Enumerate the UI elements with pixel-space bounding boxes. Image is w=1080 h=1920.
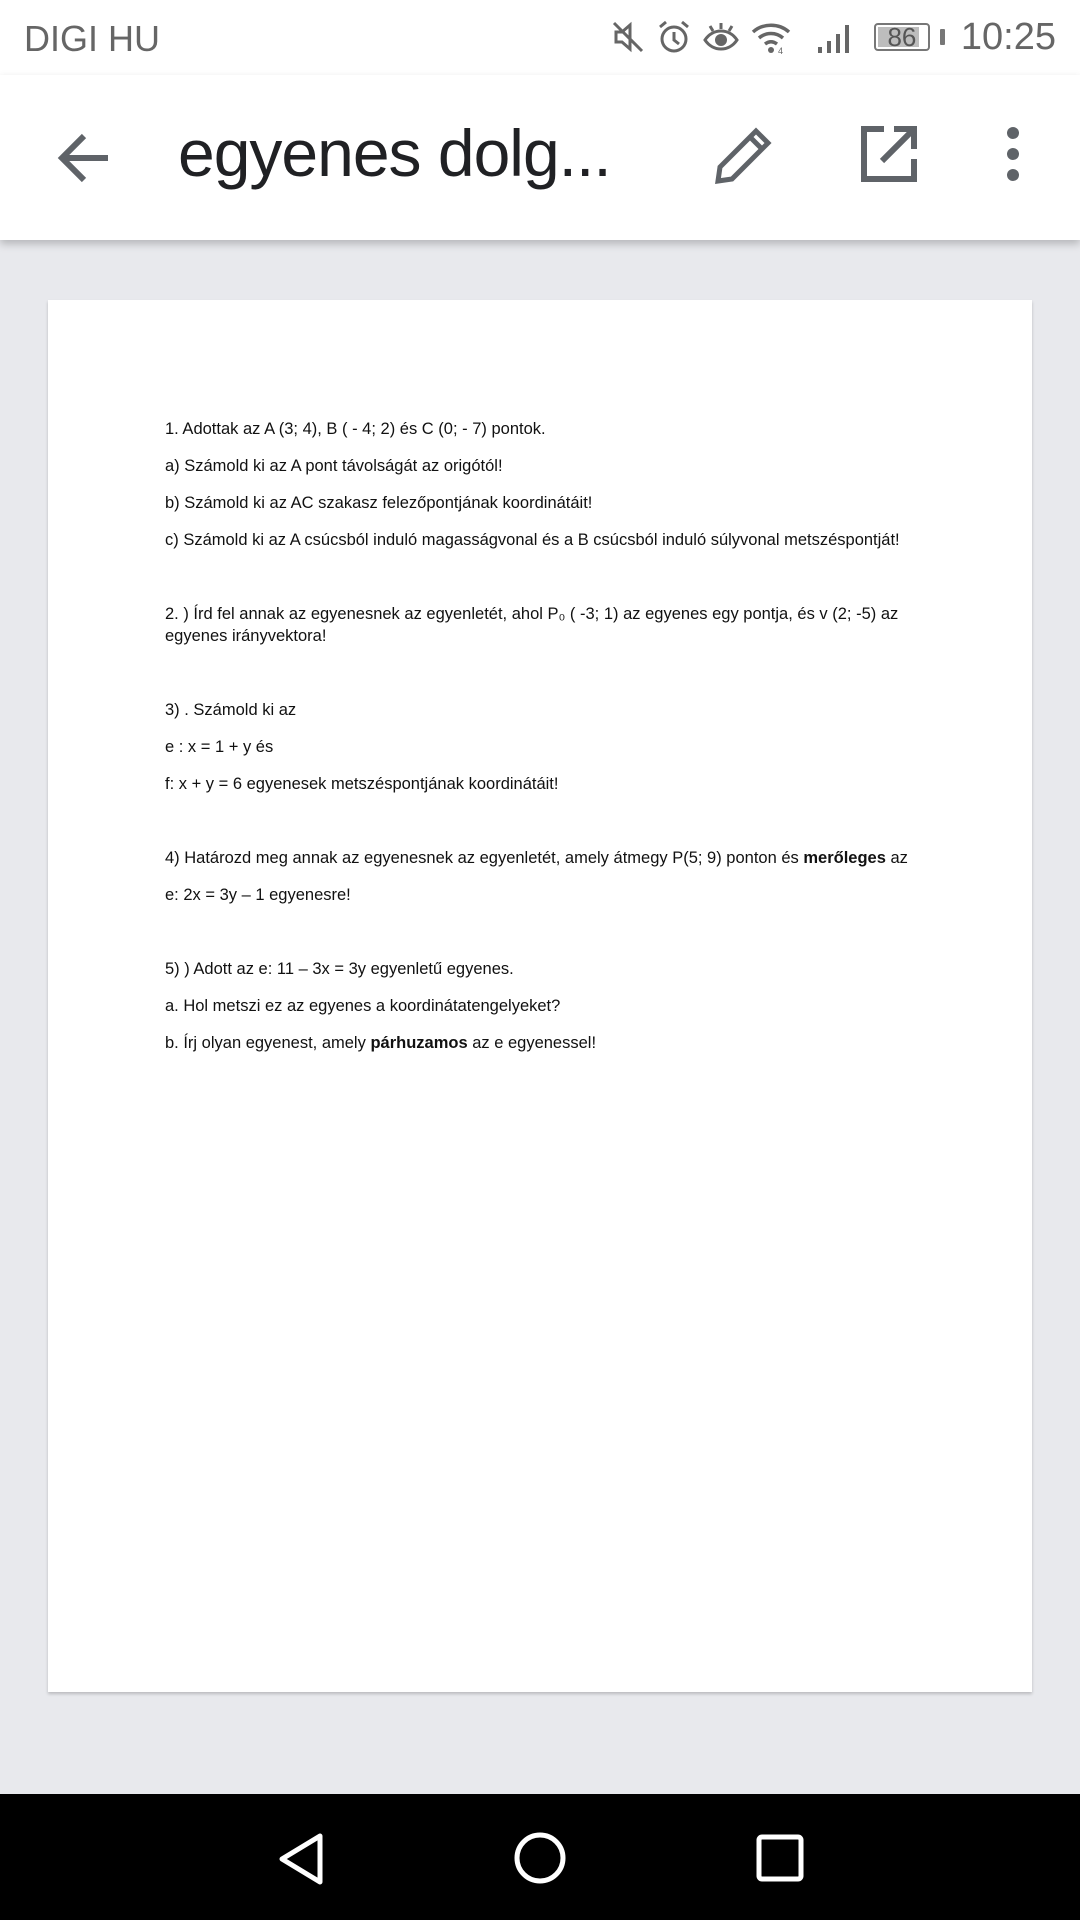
battery-icon [874, 23, 930, 51]
clock: 10:25 [960, 15, 1056, 58]
recents-square-icon[interactable] [756, 1834, 804, 1882]
app-bar [0, 75, 1080, 240]
open-in-new-icon[interactable] [860, 125, 918, 183]
signal-icon [816, 19, 856, 55]
battery-level: 86 [887, 22, 917, 52]
q4-bold: merőleges [803, 849, 886, 867]
q5b-text-end: az e egyenessel! [467, 1034, 597, 1052]
svg-text:4: 4 [777, 46, 783, 55]
question-1: 1. Adottak az A (3; 4), B ( - 4; 2) és C (0; - 7) pontok. [165, 420, 546, 438]
status-bar [0, 0, 1080, 75]
question-5a: a. Hol metszi ez az egyenes a koordinátatengelyeket? [165, 997, 561, 1015]
carrier-name: DIGI HU [24, 18, 161, 59]
question-1a: a) Számold ki az A pont távolságát az origótól! [165, 457, 503, 475]
q5b-text: b. Írj olyan egyenest, amely [165, 1034, 371, 1052]
document-title: egyenes dolg... [178, 116, 611, 190]
question-5b [165, 1032, 925, 1054]
home-circle-icon[interactable] [514, 1832, 566, 1884]
q4-text: 4) Határozd meg annak az egyenesnek az egyenletét, amely átmegy P(5; 9) ponton és [165, 849, 804, 867]
pencil-icon[interactable] [712, 125, 774, 187]
back-arrow-icon[interactable] [56, 130, 112, 186]
question-5: 5) ) Adott az e: 11 – 3x = 3y egyenletű egyenes. [165, 960, 514, 978]
more-vert-icon[interactable] [1000, 125, 1026, 183]
back-triangle-icon[interactable] [276, 1832, 326, 1886]
question-4 [165, 847, 925, 869]
question-3-line-e: e : x = 1 + y és [165, 738, 274, 756]
question-1b: b) Számold ki az AC szakasz felezőpontjának koordinátáit! [165, 494, 593, 512]
question-1c: c) Számold ki az A csúcsból induló magasságvonal és a B csúcsból induló súlyvonal metszéspontját! [165, 531, 900, 549]
mute-icon [610, 19, 646, 55]
document-page [48, 300, 1032, 1692]
question-2: 2. ) Írd fel annak az egyenesnek az egyenletét, ahol P₀ ( -3; 1) az egyenes egy pontja, és v (2; -5) az egyenes irányvektora! [165, 605, 899, 645]
document-content [165, 418, 925, 1069]
question-3-line-f: f: x + y = 6 egyenesek metszéspontjának koordinátáit! [165, 775, 559, 793]
navigation-bar [0, 1794, 1080, 1920]
alarm-icon [656, 19, 692, 55]
wifi-icon [750, 19, 792, 55]
question-3: 3) . Számold ki az [165, 701, 297, 719]
q4-text-end: az [885, 849, 908, 867]
q5b-bold: párhuzamos [370, 1034, 468, 1052]
question-4-line-e: e: 2x = 3y – 1 egyenesre! [165, 886, 351, 904]
eye-comfort-icon [702, 19, 740, 55]
